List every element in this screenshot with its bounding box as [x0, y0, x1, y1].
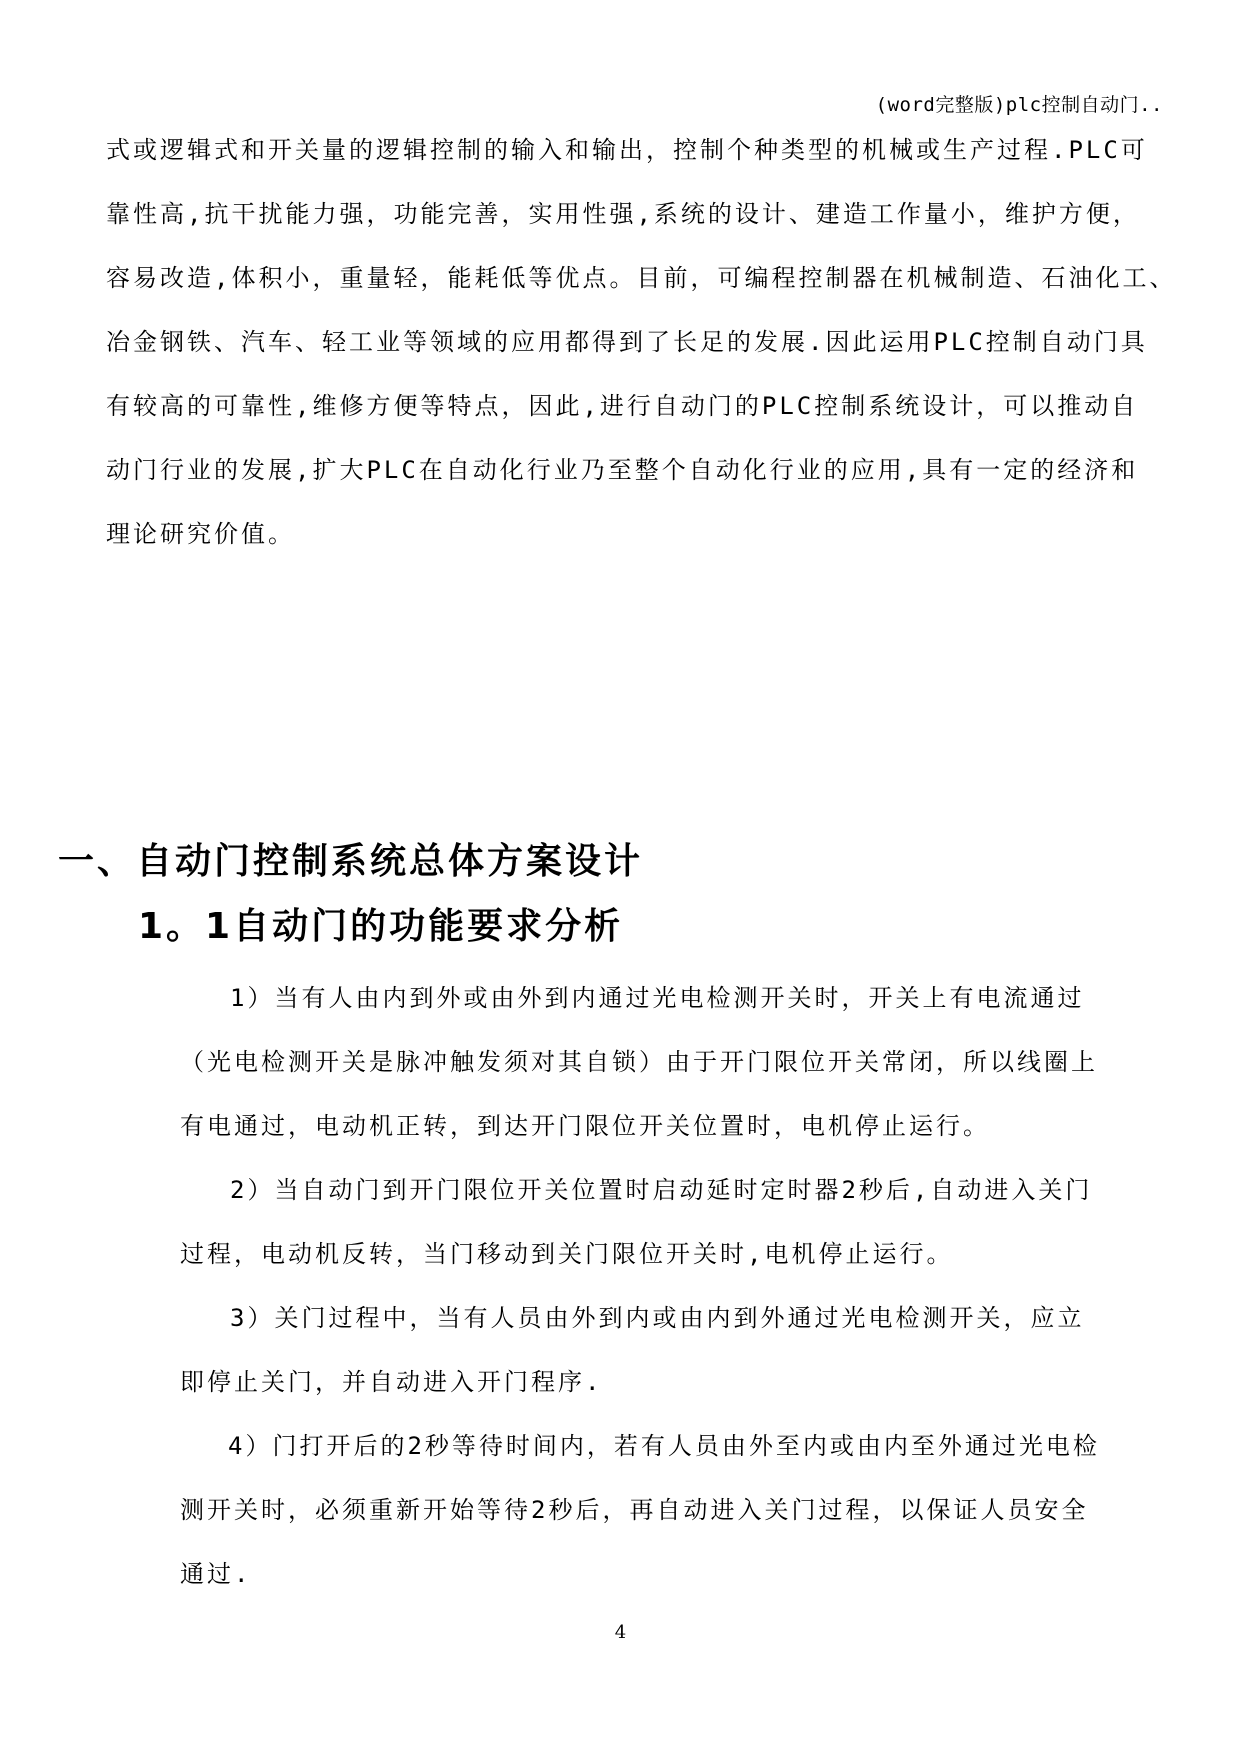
requirement-4 — [180, 1414, 1100, 1606]
intro-paragraph — [106, 118, 1176, 566]
paragraph-line: 3）关门过程中，当有人员由外到内或由内到外通过光电检测开关，应立 — [230, 1304, 1085, 1332]
paragraph-line: 4）门打开后的2秒等待时间内，若有人员由外至内或由内至外通过光电检 — [228, 1432, 1100, 1460]
requirement-1 — [180, 966, 1098, 1158]
paragraph-line: 2）当自动门到开门限位开关位置时启动延时定时器2秒后,自动进入关门 — [230, 1176, 1093, 1204]
paragraph-line: 有电通过，电动机正转，到达开门限位开关位置时，电机停止运行。 — [180, 1112, 990, 1140]
paragraph-line: 式或逻辑式和开关量的逻辑控制的输入和输出，控制个种类型的机械或生产过程.PLC可 — [106, 136, 1148, 164]
subsection-heading: 1。1自动门的功能要求分析 — [138, 906, 624, 947]
paragraph-line: （光电检测开关是脉冲触发须对其自锁）由于开门限位开关常闭，所以线圈上 — [180, 1048, 1098, 1076]
page-number: 4 — [614, 1622, 627, 1643]
paragraph-line: 容易改造,体积小，重量轻，能耗低等优点。目前，可编程控制器在机械制造、石油化工、 — [106, 264, 1177, 292]
paragraph-line: 靠性高,抗干扰能力强，功能完善，实用性强,系统的设计、建造工作量小，维护方便， — [106, 200, 1140, 228]
requirement-2 — [180, 1158, 1092, 1286]
paragraph-line: 动门行业的发展,扩大PLC在自动化行业乃至整个自动化行业的应用,具有一定的经济和 — [106, 456, 1139, 484]
paragraph-line: 冶金钢铁、汽车、轻工业等领域的应用都得到了长足的发展.因此运用PLC控制自动门具 — [106, 328, 1148, 356]
section-heading: 一、自动门控制系统总体方案设计 — [58, 841, 644, 882]
paragraph-line: 理论研究价值。 — [106, 520, 295, 548]
requirement-3 — [180, 1286, 1084, 1414]
paragraph-line: 过程，电动机反转，当门移动到关门限位开关时,电机停止运行。 — [180, 1240, 954, 1268]
paragraph-line: 测开关时，必须重新开始等待2秒后，再自动进入关门过程，以保证人员安全 — [180, 1496, 1089, 1524]
paragraph-line: 通过. — [180, 1560, 252, 1588]
paragraph-line: 1）当有人由内到外或由外到内通过光电检测开关时，开关上有电流通过 — [230, 984, 1085, 1012]
paragraph-line: 即停止关门，并自动进入开门程序. — [180, 1368, 603, 1396]
paragraph-line: 有较高的可靠性,维修方便等特点，因此,进行自动门的PLC控制系统设计，可以推动自 — [106, 392, 1139, 420]
document-header: (word完整版)plc控制自动门.. — [875, 94, 1163, 116]
